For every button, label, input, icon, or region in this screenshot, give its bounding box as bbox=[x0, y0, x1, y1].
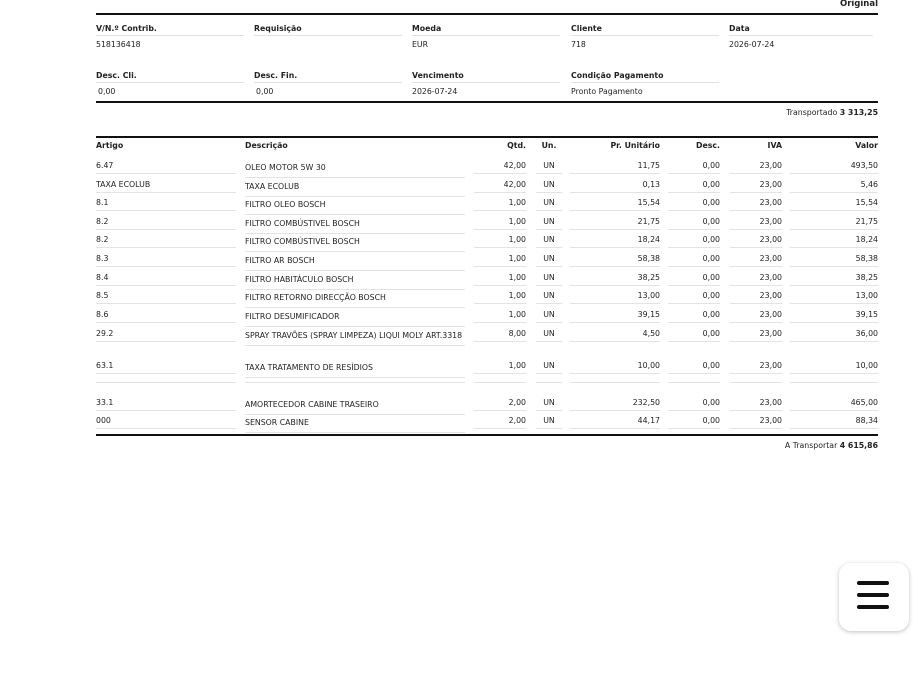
cell-un: UN bbox=[536, 180, 562, 193]
field-label: V/N.º Contrib. bbox=[96, 24, 157, 33]
cell-desc: 0,00 bbox=[668, 273, 720, 286]
col-header-desc: Desc. bbox=[696, 141, 720, 150]
cell-desc: 0,00 bbox=[668, 180, 720, 193]
hamburger-menu-icon[interactable] bbox=[839, 563, 909, 631]
cell-desc: 0,00 bbox=[668, 416, 720, 429]
cell-qtd: 1,00 bbox=[474, 254, 526, 267]
cell-artigo: 8.4 bbox=[96, 273, 236, 286]
table-bottom-divider bbox=[96, 434, 878, 436]
col-header-artigo: Artigo bbox=[96, 141, 124, 150]
field-value: Pronto Pagamento bbox=[571, 82, 719, 99]
cell-artigo: 8.5 bbox=[96, 291, 236, 304]
cell-artigo: 8.6 bbox=[96, 310, 236, 323]
col-header-descricao: Descrição bbox=[245, 141, 288, 150]
field-label: Cliente bbox=[571, 24, 602, 33]
cell-desc: 0,00 bbox=[668, 329, 720, 342]
cell-pr-unitario: 11,75 bbox=[570, 161, 660, 174]
field-value: 518136418 bbox=[96, 35, 244, 52]
cell-iva: 23,00 bbox=[730, 291, 782, 304]
cell-iva: 23,00 bbox=[730, 329, 782, 342]
transported-value: 3 313,25 bbox=[839, 108, 878, 117]
field-value bbox=[254, 35, 402, 52]
col-header-pr-unitario: Pr. Unitário bbox=[610, 141, 660, 150]
field-value: EUR bbox=[412, 35, 560, 52]
cell-un: UN bbox=[536, 416, 562, 429]
cell-desc: 0,00 bbox=[668, 310, 720, 323]
carry-forward-total bbox=[785, 441, 878, 450]
field-label: Desc. Fin. bbox=[254, 71, 298, 80]
header-field bbox=[96, 69, 244, 99]
cell-qtd bbox=[474, 379, 526, 383]
header-field bbox=[254, 22, 402, 52]
cell-descricao: FILTRO OLEO BOSCH bbox=[245, 198, 465, 215]
cell-descricao: TAXA TRATAMENTO DE RESÍDIOS bbox=[245, 361, 465, 378]
cell-qtd: 1,00 bbox=[474, 361, 526, 374]
cell-iva: 23,00 bbox=[730, 398, 782, 411]
cell-descricao: FILTRO DESUMIFICADOR bbox=[245, 310, 465, 327]
header-divider bbox=[96, 101, 878, 103]
cell-pr-unitario: 39,15 bbox=[570, 310, 660, 323]
cell-un: UN bbox=[536, 198, 562, 211]
cell-descricao: FILTRO AR BOSCH bbox=[245, 254, 465, 271]
cell-pr-unitario: 15,54 bbox=[570, 198, 660, 211]
cell-un: UN bbox=[536, 361, 562, 374]
cell-descricao: AMORTECEDOR CABINE TRASEIRO bbox=[245, 398, 465, 415]
cell-pr-unitario bbox=[570, 379, 660, 383]
cell-artigo: 6.47 bbox=[96, 161, 236, 174]
cell-un: UN bbox=[536, 161, 562, 174]
cell-un bbox=[536, 379, 562, 383]
cell-pr-unitario: 10,00 bbox=[570, 361, 660, 374]
cell-valor bbox=[790, 379, 878, 383]
cell-valor: 38,25 bbox=[790, 273, 878, 286]
cell-qtd: 8,00 bbox=[474, 329, 526, 342]
cell-iva: 23,00 bbox=[730, 416, 782, 429]
cell-un: UN bbox=[536, 254, 562, 267]
cell-pr-unitario: 232,50 bbox=[570, 398, 660, 411]
header-row-2 bbox=[96, 69, 878, 105]
cell-pr-unitario: 13,00 bbox=[570, 291, 660, 304]
transported-total bbox=[786, 108, 878, 117]
cell-valor: 18,24 bbox=[790, 235, 878, 248]
cell-valor: 15,54 bbox=[790, 198, 878, 211]
cell-iva: 23,00 bbox=[730, 198, 782, 211]
col-header-valor: Valor bbox=[855, 141, 878, 150]
field-value: 2026-07-24 bbox=[729, 35, 873, 52]
cell-pr-unitario: 4,50 bbox=[570, 329, 660, 342]
cell-descricao: FILTRO COMBÚSTIVEL BOSCH bbox=[245, 217, 465, 234]
top-divider bbox=[96, 13, 878, 15]
col-header-un: Un. bbox=[541, 141, 557, 150]
field-label: Data bbox=[729, 24, 750, 33]
cell-valor: 465,00 bbox=[790, 398, 878, 411]
cell-qtd: 1,00 bbox=[474, 217, 526, 230]
cell-desc: 0,00 bbox=[668, 361, 720, 374]
cell-valor: 21,75 bbox=[790, 217, 878, 230]
cell-artigo: 8.2 bbox=[96, 217, 236, 230]
cell-pr-unitario: 21,75 bbox=[570, 217, 660, 230]
table-header bbox=[96, 141, 878, 155]
cell-desc: 0,00 bbox=[668, 161, 720, 174]
cell-desc: 0,00 bbox=[668, 235, 720, 248]
cell-un: UN bbox=[536, 398, 562, 411]
cell-descricao: FILTRO HABITÁCULO BOSCH bbox=[245, 273, 465, 290]
cell-un: UN bbox=[536, 291, 562, 304]
cell-descricao: OLEO MOTOR 5W 30 bbox=[245, 161, 465, 178]
cell-valor: 36,00 bbox=[790, 329, 878, 342]
cell-iva: 23,00 bbox=[730, 273, 782, 286]
cell-qtd: 1,00 bbox=[474, 310, 526, 323]
field-label: Condição Pagamento bbox=[571, 71, 664, 80]
carry-forward-label: A Transportar bbox=[784, 441, 838, 450]
cell-valor: 58,38 bbox=[790, 254, 878, 267]
carry-forward-value: 4 615,86 bbox=[839, 441, 878, 450]
field-value: 0,00 bbox=[254, 82, 402, 99]
cell-qtd: 42,00 bbox=[474, 180, 526, 193]
cell-iva: 23,00 bbox=[730, 161, 782, 174]
col-header-iva: IVA bbox=[767, 141, 782, 150]
cell-valor: 10,00 bbox=[790, 361, 878, 374]
cell-desc: 0,00 bbox=[668, 291, 720, 304]
cell-artigo: 8.2 bbox=[96, 235, 236, 248]
field-label: Requisição bbox=[254, 24, 302, 33]
cell-pr-unitario: 38,25 bbox=[570, 273, 660, 286]
cell-artigo: 000 bbox=[96, 416, 236, 429]
cell-valor: 39,15 bbox=[790, 310, 878, 323]
cell-desc bbox=[668, 379, 720, 383]
cell-un: UN bbox=[536, 329, 562, 342]
cell-descricao: FILTRO COMBÚSTIVEL BOSCH bbox=[245, 235, 465, 252]
cell-un: UN bbox=[536, 310, 562, 323]
field-label: Moeda bbox=[412, 24, 442, 33]
cell-valor: 13,00 bbox=[790, 291, 878, 304]
header-field bbox=[412, 22, 560, 52]
cell-artigo: TAXA ECOLUB bbox=[96, 180, 236, 193]
field-value: 2026-07-24 bbox=[412, 82, 560, 99]
col-header-qtd: Qtd. bbox=[507, 141, 526, 150]
field-label: Vencimento bbox=[412, 71, 464, 80]
cell-iva: 23,00 bbox=[730, 310, 782, 323]
cell-qtd: 2,00 bbox=[474, 398, 526, 411]
header-field bbox=[96, 22, 244, 52]
cell-valor: 88,34 bbox=[790, 416, 878, 429]
cell-desc: 0,00 bbox=[668, 198, 720, 211]
cell-qtd: 1,00 bbox=[474, 273, 526, 286]
cell-descricao: SENSOR CABINE bbox=[245, 416, 465, 433]
cell-iva: 23,00 bbox=[730, 254, 782, 267]
cell-un: UN bbox=[536, 273, 562, 286]
cell-desc: 0,00 bbox=[668, 254, 720, 267]
cell-artigo: 8.1 bbox=[96, 198, 236, 211]
cell-un: UN bbox=[536, 235, 562, 248]
cell-desc: 0,00 bbox=[668, 217, 720, 230]
cell-un: UN bbox=[536, 217, 562, 230]
field-label: Desc. Cli. bbox=[96, 71, 137, 80]
cell-qtd: 2,00 bbox=[474, 416, 526, 429]
header-field bbox=[571, 69, 719, 99]
cell-qtd: 1,00 bbox=[474, 235, 526, 248]
cell-pr-unitario: 0,13 bbox=[570, 180, 660, 193]
cell-qtd: 42,00 bbox=[474, 161, 526, 174]
cell-artigo: 63.1 bbox=[96, 361, 236, 374]
header-field bbox=[729, 22, 873, 52]
copy-label: Original bbox=[839, 0, 878, 9]
cell-pr-unitario: 18,24 bbox=[570, 235, 660, 248]
cell-descricao: SPRAY TRAVÕES (SPRAY LIMPEZA) LIQUI MOLY ART.3318 bbox=[245, 329, 465, 346]
cell-artigo: 8.3 bbox=[96, 254, 236, 267]
cell-descricao bbox=[245, 379, 465, 383]
header-field bbox=[412, 69, 560, 99]
cell-iva bbox=[730, 379, 782, 383]
transported-label: Transportado bbox=[786, 108, 838, 117]
header-field bbox=[571, 22, 719, 52]
header-row-1 bbox=[96, 22, 878, 58]
cell-valor: 493,50 bbox=[790, 161, 878, 174]
cell-artigo: 29.2 bbox=[96, 329, 236, 342]
cell-desc: 0,00 bbox=[668, 398, 720, 411]
cell-descricao: FILTRO RETORNO DIRECÇÃO BOSCH bbox=[245, 291, 465, 308]
field-value: 718 bbox=[571, 35, 719, 52]
cell-artigo bbox=[96, 379, 236, 383]
cell-iva: 23,00 bbox=[730, 217, 782, 230]
header-field bbox=[254, 69, 402, 99]
cell-iva: 23,00 bbox=[730, 361, 782, 374]
field-value: 0,00 bbox=[96, 82, 244, 99]
cell-pr-unitario: 58,38 bbox=[570, 254, 660, 267]
cell-iva: 23,00 bbox=[730, 235, 782, 248]
cell-descricao: TAXA ECOLUB bbox=[245, 180, 465, 197]
table-top-divider bbox=[96, 136, 878, 138]
cell-qtd: 1,00 bbox=[474, 198, 526, 211]
cell-pr-unitario: 44,17 bbox=[570, 416, 660, 429]
cell-iva: 23,00 bbox=[730, 180, 782, 193]
cell-artigo: 33.1 bbox=[96, 398, 236, 411]
cell-valor: 5,46 bbox=[790, 180, 878, 193]
cell-qtd: 1,00 bbox=[474, 291, 526, 304]
